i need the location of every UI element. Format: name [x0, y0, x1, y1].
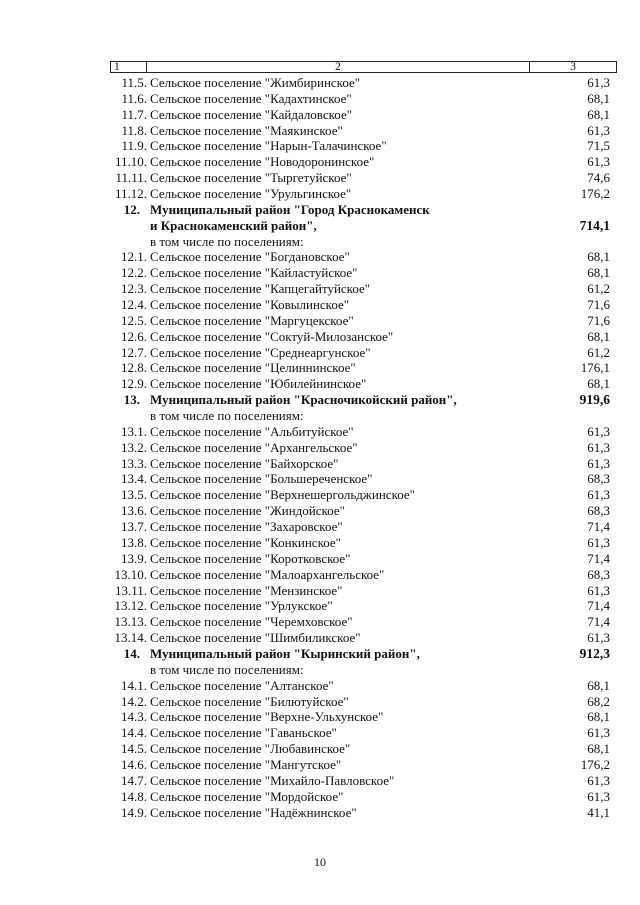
- table-row: [0, 360, 640, 376]
- row-value: 68,3: [587, 503, 610, 519]
- row-name: Сельское поселение "Гаваньское": [150, 725, 337, 741]
- table-row: [0, 614, 640, 630]
- row-name: Сельское поселение "Билютуйское": [150, 693, 349, 709]
- row-number: 12.2.: [121, 265, 147, 281]
- table-row: [0, 329, 640, 345]
- row-number: 14.: [123, 645, 140, 661]
- row-number: 13.12.: [114, 598, 147, 614]
- row-value: 71,5: [587, 138, 610, 154]
- row-number: 11.7.: [121, 106, 147, 122]
- row-value: 61,2: [587, 281, 610, 297]
- row-value: 71,4: [587, 519, 610, 535]
- row-name: Сельское поселение "Байхорское": [150, 455, 339, 471]
- table-row: [0, 75, 640, 91]
- row-name: Сельское поселение "Большереченское": [150, 471, 373, 487]
- row-name: Сельское поселение "Альбитуйское": [150, 423, 354, 439]
- row-number: 14.4.: [121, 725, 147, 741]
- row-number: 13.6.: [121, 503, 147, 519]
- table-row: [0, 186, 640, 202]
- header-col-1: 1: [111, 62, 147, 72]
- row-number: 12.1.: [121, 249, 147, 265]
- table-row: [0, 265, 640, 281]
- table-row: [0, 424, 640, 440]
- row-name: Сельское поселение "Кадахтинское": [150, 90, 352, 106]
- row-number: 13.: [123, 392, 140, 408]
- row-name: Сельское поселение "Целиннинское": [150, 360, 356, 376]
- table-row: [0, 598, 640, 614]
- table-row: [0, 313, 640, 329]
- row-name: Сельское поселение "Архангельское": [150, 439, 358, 455]
- table-row: [0, 345, 640, 361]
- row-name: Сельское поселение "Юбилейнинское": [150, 376, 367, 392]
- row-name: Сельское поселение "Мензинское": [150, 582, 343, 598]
- row-value: 61,3: [587, 154, 610, 170]
- table-row: [0, 773, 640, 789]
- row-name: Сельское поселение "Нарын-Талачинское": [150, 138, 387, 154]
- row-name: Сельское поселение "Малоархангельское": [150, 566, 385, 582]
- table-row-district: [0, 218, 640, 234]
- row-value: 71,6: [587, 297, 610, 313]
- row-value: 61,3: [587, 788, 610, 804]
- row-value: 61,3: [587, 455, 610, 471]
- row-value: 68,1: [587, 677, 610, 693]
- row-name: Сельское поселение "Захаровское": [150, 519, 343, 535]
- row-name: Сельское поселение "Маргуцекское": [150, 312, 354, 328]
- table-row: [0, 471, 640, 487]
- row-number: 14.1.: [121, 677, 147, 693]
- table-row: [0, 107, 640, 123]
- table-row: [0, 297, 640, 313]
- row-value: 71,4: [587, 598, 610, 614]
- row-number: 11.11.: [115, 170, 147, 186]
- table-row: [0, 456, 640, 472]
- row-name: Сельское поселение "Новодоронинское": [150, 154, 375, 170]
- row-number: 13.11.: [114, 582, 147, 598]
- row-number: 11.9.: [121, 138, 147, 154]
- row-number: 13.13.: [114, 614, 147, 630]
- table-row: [0, 789, 640, 805]
- row-number: 14.5.: [121, 741, 147, 757]
- row-value: 71,4: [587, 550, 610, 566]
- table-row: [0, 138, 640, 154]
- row-name: Сельское поселение "Капцегайтуйское": [150, 281, 371, 297]
- table-row: [0, 805, 640, 821]
- row-name: Сельское поселение "Жимбиринское": [150, 75, 361, 90]
- row-number: 11.12.: [114, 186, 147, 202]
- row-name: Сельское поселение "Верхнешергольджинское": [150, 487, 415, 503]
- row-number: 13.2.: [121, 439, 147, 455]
- table-row: [0, 440, 640, 456]
- row-value: 68,2: [587, 693, 610, 709]
- row-value: 61,3: [587, 487, 610, 503]
- row-value: 68,1: [587, 90, 610, 106]
- table-row: [0, 709, 640, 725]
- row-number: 13.10.: [114, 566, 147, 582]
- row-value: 61,3: [587, 725, 610, 741]
- row-name: Сельское поселение "Мордойское": [150, 788, 344, 804]
- row-value: 61,3: [587, 772, 610, 788]
- table-row: [0, 123, 640, 139]
- table-row-district: [0, 202, 640, 218]
- row-value: 41,1: [587, 804, 610, 820]
- row-value: 714,1: [579, 217, 610, 233]
- row-number: 11.5.: [121, 75, 147, 90]
- row-value: 61,3: [587, 534, 610, 550]
- table-body: [0, 75, 640, 820]
- row-name: Сельское поселение "Черемховское": [150, 614, 353, 630]
- table-row: [0, 503, 640, 519]
- row-name: и Краснокаменский район",: [150, 217, 317, 233]
- row-value: 61,2: [587, 344, 610, 360]
- table-row: [0, 91, 640, 107]
- row-value: 919,6: [579, 392, 610, 408]
- table-row: [0, 535, 640, 551]
- row-number: 13.5.: [121, 487, 147, 503]
- row-number: 14.6.: [121, 756, 147, 772]
- row-value: 74,6: [587, 170, 610, 186]
- row-number: 13.9.: [121, 550, 147, 566]
- page-number: 10: [314, 855, 326, 869]
- row-name: в том числе по поселениям:: [150, 661, 304, 677]
- table-row: [0, 249, 640, 265]
- row-value: 61,3: [587, 122, 610, 138]
- table-row: [0, 725, 640, 741]
- table-row: [0, 551, 640, 567]
- row-value: 912,3: [579, 645, 610, 661]
- row-number: 12.9.: [121, 376, 147, 392]
- row-number: 11.10.: [114, 154, 147, 170]
- row-name: в том числе по поселениям:: [150, 233, 304, 249]
- row-name: Сельское поселение "Шимбиликское": [150, 630, 361, 646]
- row-number: 13.8.: [121, 534, 147, 550]
- row-name: Сельское поселение "Ковылинское": [150, 297, 350, 313]
- row-value: 176,1: [580, 360, 610, 376]
- row-number: 12.8.: [121, 360, 147, 376]
- table-row: [0, 408, 640, 424]
- table-row-district: [0, 392, 640, 408]
- row-name: Муниципальный район "Кыринский район",: [150, 645, 420, 661]
- table-row: [0, 662, 640, 678]
- row-name: Сельское поселение "Кайластуйское": [150, 265, 358, 281]
- row-number: 13.3.: [121, 455, 147, 471]
- row-number: 13.4.: [121, 471, 147, 487]
- row-value: 68,1: [587, 249, 610, 265]
- row-number: 12.7.: [121, 344, 147, 360]
- table-row: [0, 678, 640, 694]
- table-row: [0, 170, 640, 186]
- row-value: 61,3: [587, 75, 610, 90]
- row-number: 11.8.: [121, 122, 147, 138]
- header-col-2: 2: [147, 62, 530, 72]
- row-value: 68,1: [587, 265, 610, 281]
- table-row: [0, 630, 640, 646]
- row-name: Сельское поселение "Маякинское": [150, 122, 343, 138]
- row-number: 14.9.: [121, 804, 147, 820]
- table-row-district: [0, 646, 640, 662]
- row-value: 68,3: [587, 566, 610, 582]
- row-name: Сельское поселение "Урлукское": [150, 598, 333, 614]
- row-number: 13.14.: [114, 630, 147, 646]
- table-row: [0, 694, 640, 710]
- row-number: 12.4.: [121, 297, 147, 313]
- table-row: [0, 234, 640, 250]
- row-number: 11.6.: [121, 90, 147, 106]
- row-value: 176,2: [580, 756, 610, 772]
- row-value: 61,3: [587, 582, 610, 598]
- header-col-3: 3: [570, 61, 576, 73]
- table-row: [0, 281, 640, 297]
- row-value: 68,1: [587, 741, 610, 757]
- row-number: 14.7.: [121, 772, 147, 788]
- table-row: [0, 567, 640, 583]
- row-number: 12.3.: [121, 281, 147, 297]
- row-value: 68,1: [587, 709, 610, 725]
- row-name: Сельское поселение "Алтанское": [150, 677, 334, 693]
- row-name: Сельское поселение "Богдановское": [150, 249, 350, 265]
- row-name: Сельское поселение "Жиндойское": [150, 503, 345, 519]
- table-row: [0, 487, 640, 503]
- row-name: Сельское поселение "Мангутское": [150, 756, 342, 772]
- row-number: 14.3.: [121, 709, 147, 725]
- row-name: Сельское поселение "Тыргетуйское": [150, 170, 352, 186]
- row-name: в том числе по поселениям:: [150, 408, 304, 424]
- row-value: 68,3: [587, 471, 610, 487]
- table-row: [0, 741, 640, 757]
- table-row: [0, 757, 640, 773]
- table-header: [110, 61, 617, 73]
- row-name: Муниципальный район "Красночикойский район",: [150, 392, 457, 408]
- row-number: 13.7.: [121, 519, 147, 535]
- row-name: Сельское поселение "Коротковское": [150, 550, 351, 566]
- row-name: Сельское поселение "Кайдаловское": [150, 106, 353, 122]
- table-row: [0, 583, 640, 599]
- row-value: 61,3: [587, 630, 610, 646]
- row-name: Сельское поселение "Михайло-Павловское": [150, 772, 395, 788]
- row-name: Сельское поселение "Конкинское": [150, 534, 341, 550]
- row-value: 68,1: [587, 328, 610, 344]
- row-name: Сельское поселение "Урульгинское": [150, 186, 352, 202]
- row-name: Сельское поселение "Любавинское": [150, 741, 351, 757]
- row-number: 12.: [123, 201, 140, 217]
- table-row: [0, 154, 640, 170]
- row-number: 13.1.: [121, 423, 147, 439]
- row-name: Сельское поселение "Надёжнинское": [150, 804, 357, 820]
- row-number: 14.8.: [121, 788, 147, 804]
- row-value: 71,6: [587, 312, 610, 328]
- row-value: 71,4: [587, 614, 610, 630]
- row-number: 12.5.: [121, 312, 147, 328]
- row-name: Сельское поселение "Верхне-Ульхунское": [150, 709, 384, 725]
- table-row: [0, 519, 640, 535]
- row-name: Муниципальный район "Город Краснокаменск: [150, 201, 430, 217]
- row-value: 61,3: [587, 439, 610, 455]
- row-name: Сельское поселение "Соктуй-Милозанское": [150, 328, 394, 344]
- row-name: Сельское поселение "Среднеаргунское": [150, 344, 371, 360]
- row-value: 176,2: [580, 186, 610, 202]
- table-row: [0, 376, 640, 392]
- row-number: 14.2.: [121, 693, 147, 709]
- row-value: 68,1: [587, 106, 610, 122]
- row-value: 61,3: [587, 423, 610, 439]
- row-value: 68,1: [587, 376, 610, 392]
- row-number: 12.6.: [121, 328, 147, 344]
